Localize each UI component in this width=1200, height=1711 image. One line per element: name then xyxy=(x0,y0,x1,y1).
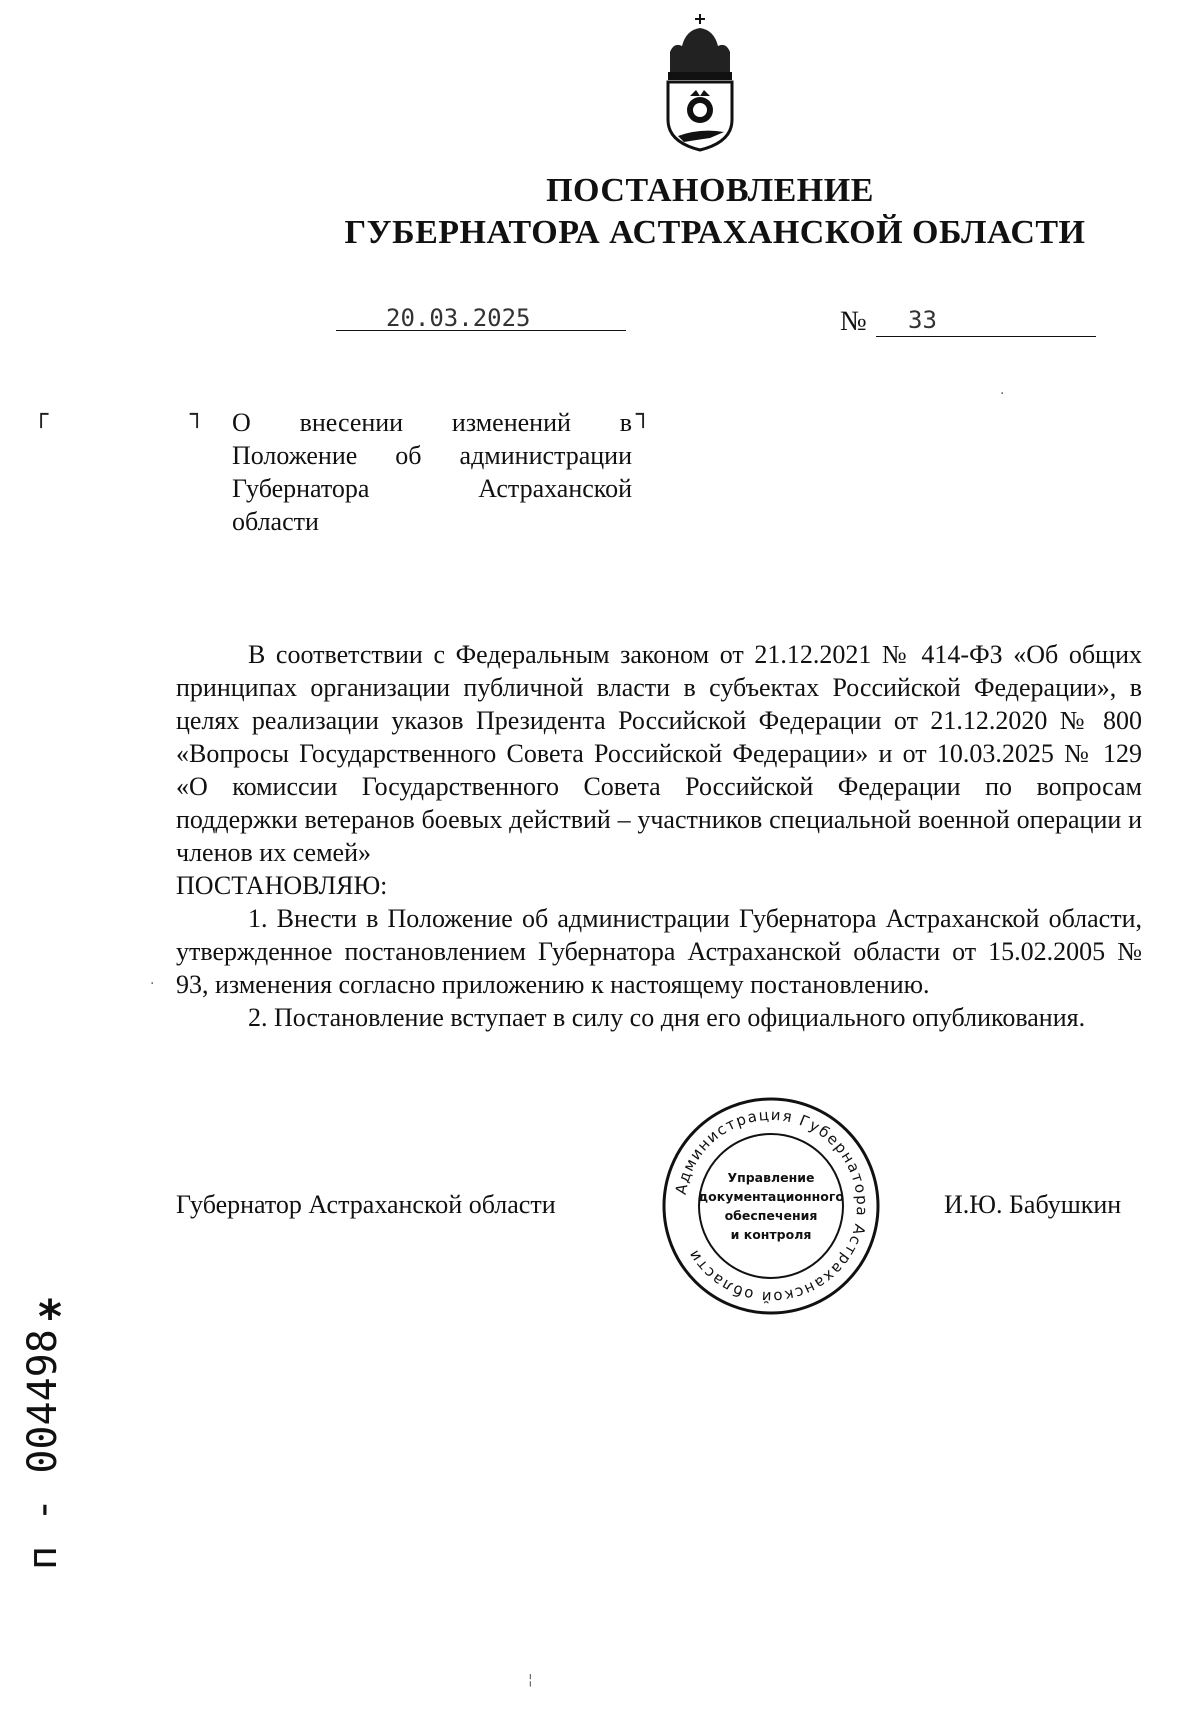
stamp-center-line: документационного xyxy=(698,1189,844,1204)
document-number: 33 xyxy=(908,306,937,334)
decree-item: 2. Постановление вступает в силу со дня его официального опубликования. xyxy=(248,1003,1086,1032)
decree-word: ПОСТАНОВЛЯЮ: xyxy=(176,871,388,900)
scan-speck: ¦ xyxy=(528,1672,533,1688)
preamble-paragraph: В соответствии с Федеральным законом от 21.12.2021 № 414-ФЗ «Об общих принципах организации публичной власти в субъектах Российской Федерации», в целях реализации указов Президента Российской Федерации от 21.12.2020 № 800 «Вопросы Государственного Совета Российской Федерации» и от 10.03.2025 № 129 «О комиссии Государственного Совета Российской Федерации по вопросам поддержки ветеранов боевых действий – участников специальной военной операции и членов их семей» xyxy=(176,640,1142,867)
corner-bracket-right: ┐ xyxy=(636,400,651,428)
number-underline xyxy=(876,336,1096,337)
signatory-position: Губернатор Астраханской области xyxy=(176,1190,556,1219)
signatory-name: И.Ю. Бабушкин xyxy=(944,1190,1122,1219)
svg-text:Администрация Губернатора Астр xyxy=(672,1106,871,1306)
document-body xyxy=(176,638,1142,1034)
official-stamp xyxy=(660,1095,882,1317)
corner-bracket-left: ┌ xyxy=(34,400,49,428)
subject-line: Положение об администрации xyxy=(232,441,632,470)
subject-line: Губернатора Астраханской xyxy=(232,474,632,503)
subject-block xyxy=(232,406,632,538)
margin-serial-number: п - 004498 xyxy=(20,1329,66,1570)
coat-of-arms-emblem xyxy=(660,12,740,152)
decree-item: 1. Внести в Положение об администрации Губернатора Астраханской области, утвержденное постановлением Губернатора Астраханской области от 15.02.2005 № 93, изменения согласно приложению к настоящему постановлению. xyxy=(176,904,1142,999)
scan-speck: · xyxy=(1000,386,1005,402)
document-title: ПОСТАНОВЛЕНИЕ xyxy=(546,172,874,209)
subject-line: области xyxy=(232,507,319,536)
corner-bracket-subject: ┐ xyxy=(190,400,205,428)
document-issuer: ГУБЕРНАТОРА АСТРАХАНСКОЙ ОБЛАСТИ xyxy=(344,214,1086,251)
subject-line: О внесении изменений в xyxy=(232,408,632,437)
margin-star: * xyxy=(38,1290,63,1344)
stamp-center-line: обеспечения xyxy=(724,1208,818,1223)
number-label: № xyxy=(840,306,867,337)
stamp-center-line: и контроля xyxy=(730,1227,812,1242)
stamp-center-line: Управление xyxy=(727,1170,815,1185)
scan-speck: · xyxy=(150,976,155,992)
document-date: 20.03.2025 xyxy=(386,304,531,332)
stamp-ring-text: Администрация Губернатора Астраханской области xyxy=(671,1105,872,1307)
